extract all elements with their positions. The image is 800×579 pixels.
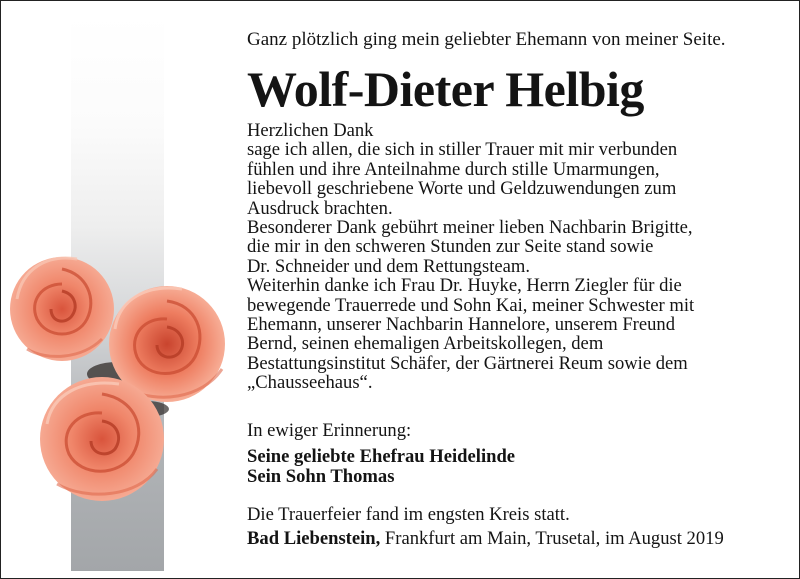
rose-1 bbox=[10, 257, 114, 361]
family-member: Sein Sohn Thomas bbox=[247, 466, 395, 487]
body-line: Weiterhin danke ich Frau Dr. Huyke, Herrn Ziegler für die bbox=[247, 275, 682, 297]
body-line: Herzlichen Dank bbox=[247, 120, 374, 141]
body-line: bewegende Trauerrede und Sohn Kai, meiner Schwester mit bbox=[247, 294, 695, 316]
body-line: Bestattungsinstitut Schäfer, der Gärtnerei Reum sowie dem bbox=[247, 352, 688, 374]
body-line: Besonderer Dank gebührt meiner lieben Nachbarin Brigitte, bbox=[247, 217, 693, 239]
rose-3 bbox=[40, 377, 164, 501]
family-names bbox=[247, 447, 515, 487]
body-line: Ehemann, unserer Nachbarin Hannelore, unserem Freund bbox=[247, 314, 676, 336]
family-member: Seine geliebte Ehefrau Heidelinde bbox=[247, 446, 516, 467]
body-line: Dr. Schneider und dem Rettungsteam. bbox=[247, 255, 530, 277]
thank-you-text bbox=[247, 121, 694, 393]
place-date-line bbox=[247, 529, 724, 549]
body-line: Ausdruck brachten. bbox=[247, 197, 393, 219]
body-line: sage ich allen, die sich in stiller Trauer mit mir verbunden bbox=[247, 139, 678, 161]
place-rest: Frankfurt am Main, Trusetal, im August 2019 bbox=[380, 528, 724, 549]
body-line: fühlen und ihre Anteilnahme durch stille Umarmungen, bbox=[247, 158, 660, 180]
place-bold: Bad Liebenstein, bbox=[247, 528, 381, 549]
intro-line: Ganz plötzlich ging mein geliebter Ehemann von meiner Seite. bbox=[247, 29, 726, 50]
body-line: „Chausseehaus“. bbox=[247, 372, 373, 394]
body-line: Bernd, seinen ehemaligen Arbeitskollegen, dem bbox=[247, 333, 604, 355]
memory-heading: In ewiger Erinnerung: bbox=[247, 420, 412, 441]
funeral-note: Die Trauerfeier fand im engsten Kreis statt. bbox=[247, 504, 570, 525]
deceased-name: Wolf-Dieter Helbig bbox=[247, 61, 644, 117]
roses-image bbox=[7, 239, 237, 509]
body-line: die mir in den schweren Stunden zur Seite stand sowie bbox=[247, 236, 654, 258]
body-line: liebevoll geschriebene Worte und Geldzuwendungen zum bbox=[247, 178, 677, 200]
